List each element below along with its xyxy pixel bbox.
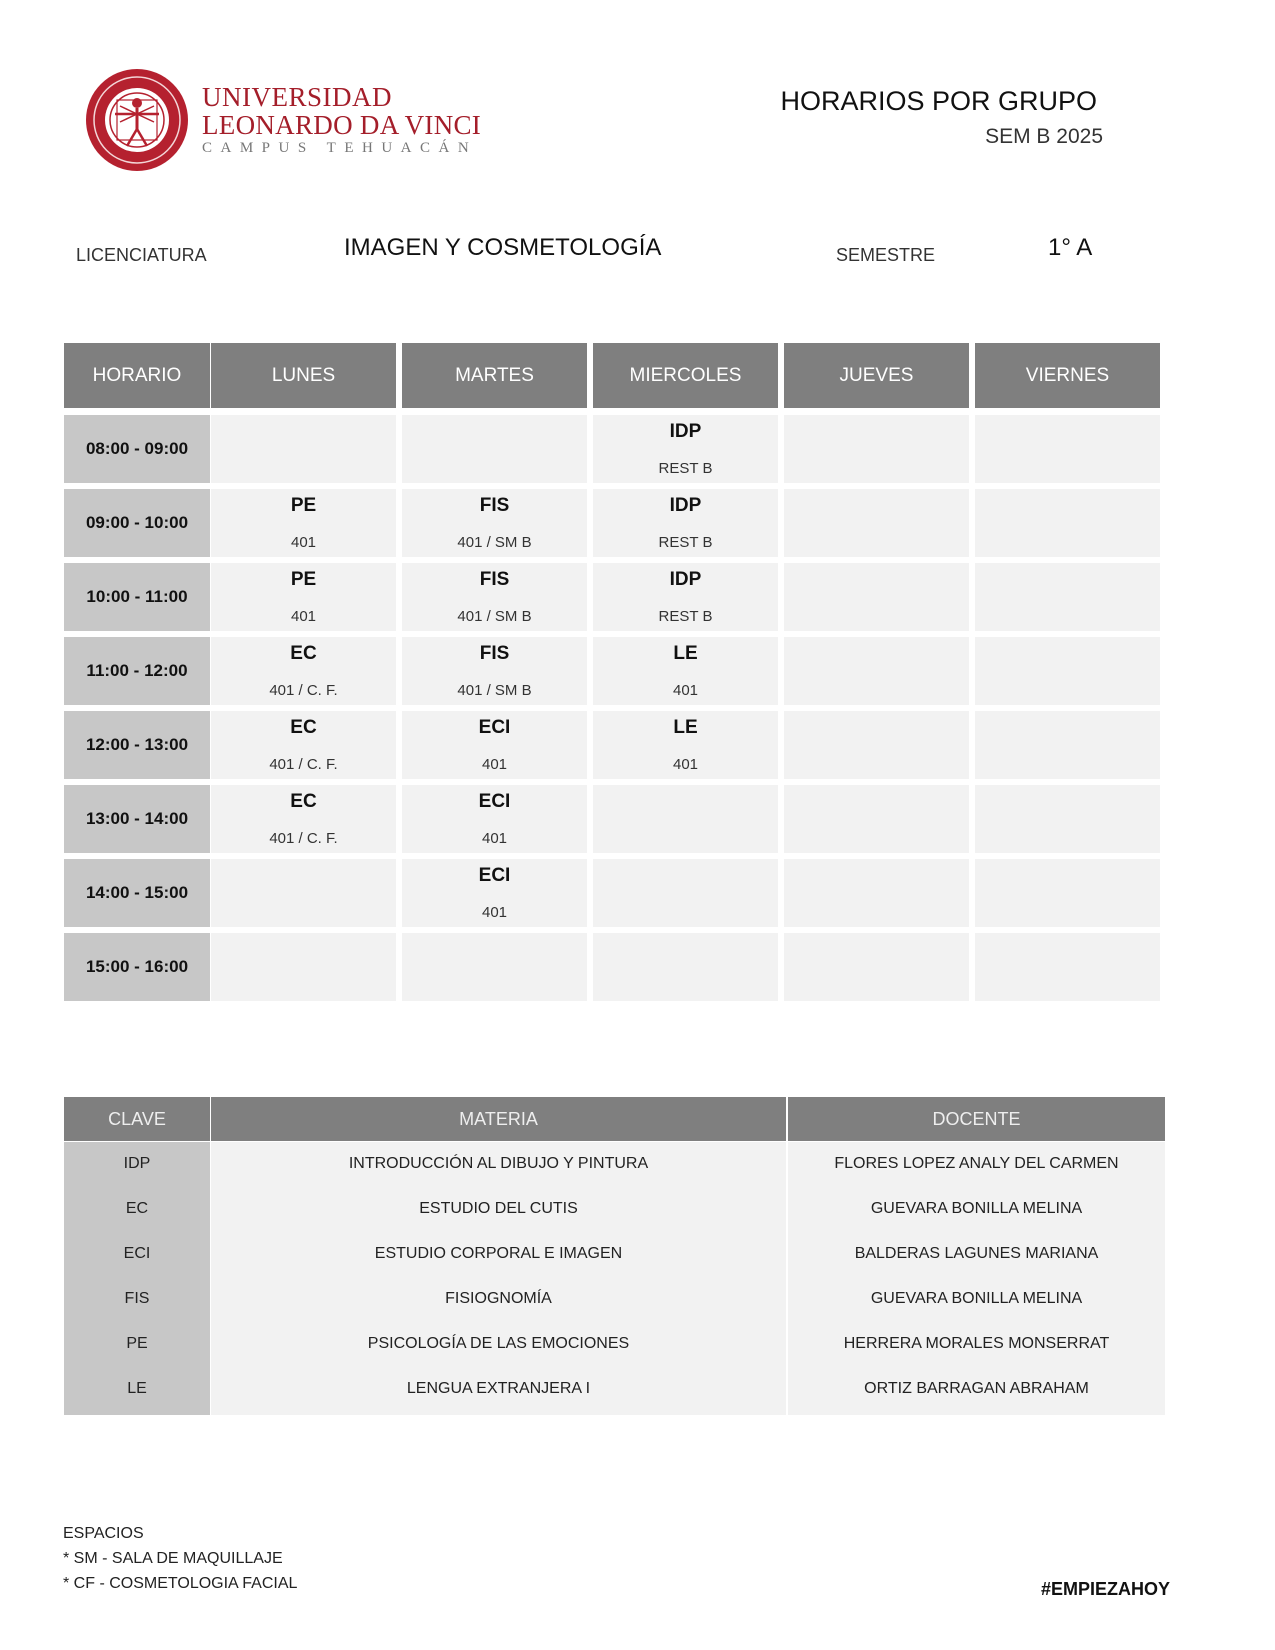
university-logo [82,66,482,174]
time-slot-label: 12:00 - 13:00 [64,711,210,779]
schedule-cell-martes [402,489,587,557]
legend-header-clave: CLAVE [64,1097,210,1141]
room-label: 401 [481,830,508,847]
room-label: 401 [290,608,317,625]
legend-row [64,1277,1165,1322]
legend-subject: FISIOGNOMÍA [445,1290,552,1307]
schedule-cell-miercoles [593,415,778,483]
time-slot-label: 09:00 - 10:00 [64,489,210,557]
schedule-cell-jueves [784,711,969,779]
spaces-item: * SM - SALA DE MAQUILLAJE [63,1550,283,1567]
legend-header-materia: MATERIA [211,1097,786,1141]
subject-code: EC [290,791,317,812]
room-label: 401 / C. F. [269,756,338,773]
university-seal-icon [82,66,194,174]
room-label: 401 [290,534,317,551]
schedule-cell-jueves [784,859,969,927]
schedule-cell-lunes [211,859,396,927]
legend-teacher: GUEVARA BONILLA MELINA [870,1290,1083,1307]
schedule-cell-viernes [975,415,1160,483]
schedule-cell-miercoles [593,933,778,1001]
schedule-cell-jueves [784,563,969,631]
legend-teacher: FLORES LOPEZ ANALY DEL CARMEN [834,1155,1119,1172]
subject-legend-table [64,1097,1165,1415]
schedule-cell-jueves [784,785,969,853]
column-header-horario: HORARIO [64,343,210,408]
schedule-cell-martes [402,859,587,927]
legend-key: EC [125,1200,149,1217]
legend-key: IDP [123,1155,151,1172]
legend-subject: ESTUDIO CORPORAL E IMAGEN [374,1245,623,1262]
subject-code: FIS [479,495,510,516]
legend-teacher: HERRERA MORALES MONSERRAT [843,1335,1110,1352]
legend-row [64,1367,1165,1412]
subject-code: LE [673,717,698,738]
time-slot-label: 14:00 - 15:00 [64,859,210,927]
subject-code: FIS [479,643,510,664]
legend-row [64,1187,1165,1232]
schedule-cell-miercoles [593,563,778,631]
room-label: 401 [672,682,699,699]
program-name: IMAGEN Y COSMETOLOGÍA [344,234,662,261]
schedule-cell-lunes [211,933,396,1001]
schedule-cell-martes [402,711,587,779]
logo-line-3: CAMPUS TEHUACÁN [202,140,478,156]
semester-label: SEMESTRE [836,245,936,265]
column-header-martes: MARTES [402,343,587,408]
room-label: 401 / SM B [457,608,532,625]
subject-code: PE [290,495,317,516]
room-label: 401 [481,904,508,921]
room-label: REST B [658,608,713,625]
subject-code: ECI [478,717,511,738]
subject-code: FIS [479,569,510,590]
schedule-cell-miercoles [593,489,778,557]
legend-key: LE [127,1380,147,1397]
schedule-cell-martes [402,933,587,1001]
legend-row [64,1142,1165,1187]
column-header-miercoles: MIERCOLES [593,343,778,408]
schedule-cell-lunes [211,489,396,557]
semester-value: 1° A [1048,234,1093,261]
schedule-cell-miercoles [593,859,778,927]
schedule-cell-viernes [975,637,1160,705]
column-header-jueves: JUEVES [784,343,969,408]
schedule-cell-miercoles [593,711,778,779]
room-label: REST B [658,460,713,477]
room-label: 401 / C. F. [269,682,338,699]
schedule-cell-jueves [784,637,969,705]
document-period: SEM B 2025 [985,125,1103,148]
legend-row [64,1232,1165,1277]
subject-code: IDP [669,569,702,590]
schedule-cell-miercoles [593,637,778,705]
legend-subject: ESTUDIO DEL CUTIS [419,1200,578,1217]
subject-code: ECI [478,865,511,886]
schedule-cell-viernes [975,933,1160,1001]
spaces-item: * CF - COSMETOLOGIA FACIAL [63,1575,298,1592]
spaces-title: ESPACIOS [63,1525,144,1542]
schedule-cell-lunes [211,563,396,631]
schedule-cell-lunes [211,711,396,779]
schedule-cell-viernes [975,489,1160,557]
room-label: 401 / SM B [457,534,532,551]
schedule-cell-martes [402,563,587,631]
subject-code: IDP [669,421,702,442]
legend-key: FIS [124,1290,150,1307]
schedule-cell-viernes [975,563,1160,631]
legend-teacher: BALDERAS LAGUNES MARIANA [854,1245,1099,1262]
schedule-cell-viernes [975,711,1160,779]
schedule-cell-lunes [211,785,396,853]
spaces-note [63,1521,297,1596]
subject-code: EC [290,717,317,738]
legend-row [64,1322,1165,1367]
time-slot-label: 15:00 - 16:00 [64,933,210,1001]
hashtag: #EMPIEZAHOY [1040,1579,1170,1599]
column-header-lunes: LUNES [211,343,396,408]
schedule-cell-viernes [975,785,1160,853]
schedule-table [64,343,1165,998]
time-slot-label: 13:00 - 14:00 [64,785,210,853]
subject-code: PE [290,569,317,590]
room-label: 401 [481,756,508,773]
legend-teacher: ORTIZ BARRAGAN ABRAHAM [864,1380,1089,1397]
room-label: 401 / C. F. [269,830,338,847]
legend-subject: PSICOLOGÍA DE LAS EMOCIONES [367,1335,630,1352]
time-slot-label: 10:00 - 11:00 [64,563,210,631]
logo-line-2: LEONARDO DA VINCI [202,110,482,140]
legend-teacher: GUEVARA BONILLA MELINA [870,1200,1083,1217]
schedule-cell-martes [402,415,587,483]
subject-code: LE [673,643,698,664]
schedule-cell-jueves [784,415,969,483]
schedule-cell-lunes [211,415,396,483]
room-label: 401 / SM B [457,682,532,699]
schedule-cell-miercoles [593,785,778,853]
time-slot-label: 11:00 - 12:00 [64,637,210,705]
schedule-cell-jueves [784,489,969,557]
room-label: REST B [658,534,713,551]
column-header-viernes: VIERNES [975,343,1160,408]
legend-key: PE [126,1335,148,1352]
schedule-cell-jueves [784,933,969,1001]
document-title: HORARIOS POR GRUPO [780,86,1097,116]
subject-code: EC [290,643,317,664]
subject-code: ECI [478,791,511,812]
schedule-cell-martes [402,785,587,853]
subject-code: IDP [669,495,702,516]
legend-key: ECI [123,1245,151,1262]
logo-line-1: UNIVERSIDAD [202,82,392,112]
legend-subject: INTRODUCCIÓN AL DIBUJO Y PINTURA [348,1155,649,1172]
schedule-cell-lunes [211,637,396,705]
legend-subject: LENGUA EXTRANJERA I [406,1380,591,1397]
legend-header-docente: DOCENTE [788,1097,1165,1141]
room-label: 401 [672,756,699,773]
time-slot-label: 08:00 - 09:00 [64,415,210,483]
schedule-cell-viernes [975,859,1160,927]
schedule-cell-martes [402,637,587,705]
program-label: LICENCIATURA [76,245,207,265]
